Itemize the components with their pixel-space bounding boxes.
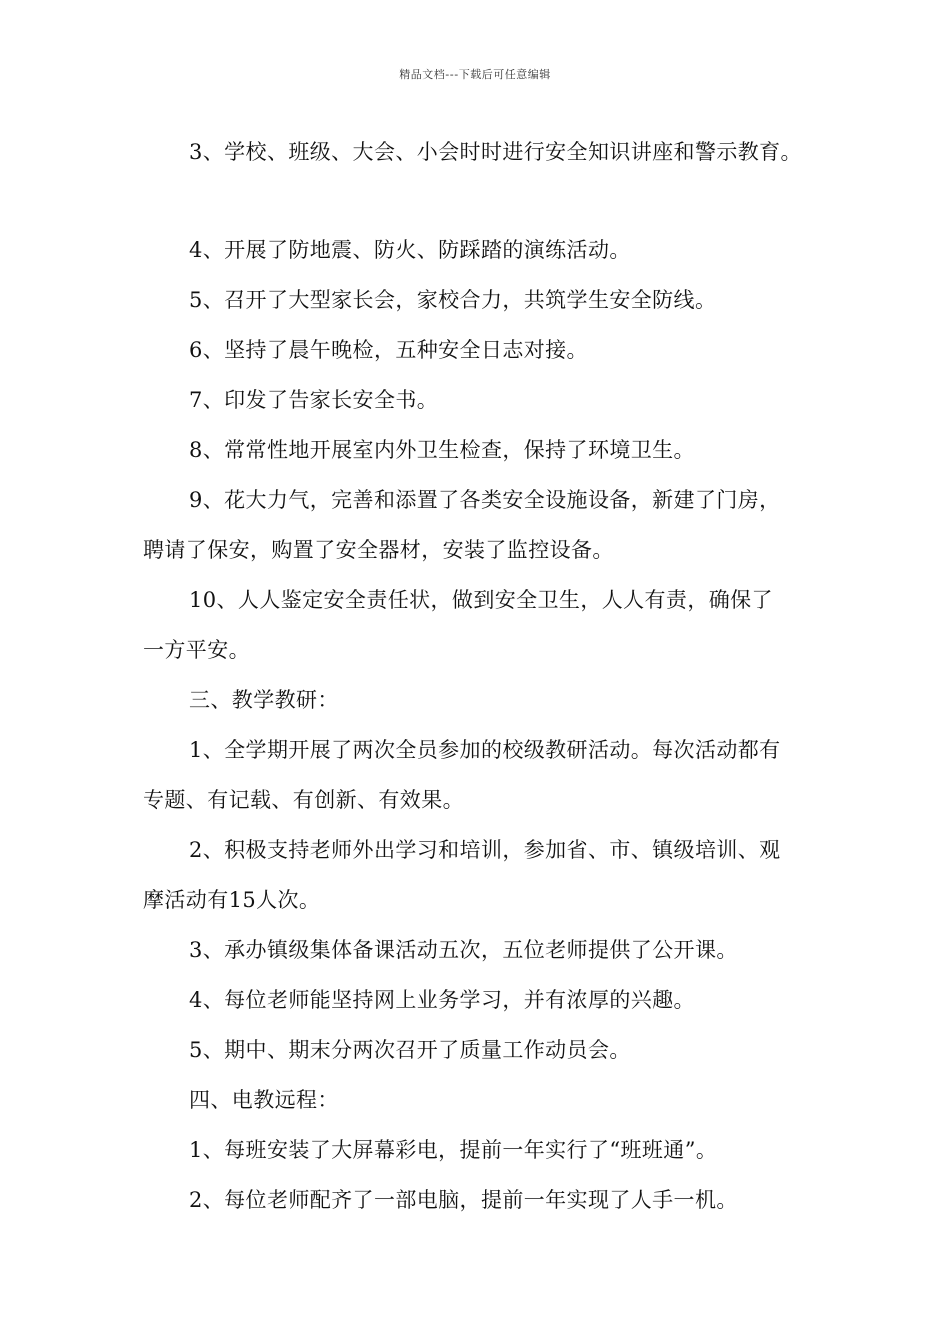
paragraph-line: 聘请了保安，购置了安全器材，安装了监控设备。 <box>143 538 614 562</box>
paragraph-line: 4、开展了防地震、防火、防踩踏的演练活动。 <box>189 238 631 262</box>
section-heading: 四、电教远程： <box>189 1088 339 1112</box>
paragraph-line: 6、坚持了晨午晚检，五种安全日志对接。 <box>189 338 588 362</box>
paragraph-line: 9、花大力气，完善和添置了各类安全设施设备，新建了门房， <box>189 488 781 512</box>
paragraph-line: 一方平安。 <box>143 638 250 662</box>
paragraph-line: 1、每班安装了大屏幕彩电，提前一年实行了“班班通”。 <box>189 1138 718 1162</box>
section-heading: 三、教学教研： <box>189 688 339 712</box>
page-header: 精品文档---下载后可任意编辑 <box>399 68 551 81</box>
paragraph-line: 7、印发了告家长安全书。 <box>189 388 439 412</box>
paragraph-line: 4、每位老师能坚持网上业务学习，并有浓厚的兴趣。 <box>189 988 695 1012</box>
paragraph-line: 5、期中、期末分两次召开了质量工作动员会。 <box>189 1038 631 1062</box>
paragraph-line: 专题、有记载、有创新、有效果。 <box>143 788 464 812</box>
paragraph-line: 2、积极支持老师外出学习和培训，参加省、市、镇级培训、观 <box>189 838 781 862</box>
paragraph-line: 8、常常性地开展室内外卫生检查，保持了环境卫生。 <box>189 438 695 462</box>
paragraph-line: 5、召开了大型家长会，家校合力，共筑学生安全防线。 <box>189 288 717 312</box>
paragraph-line: 3、学校、班级、大会、小会时时进行安全知识讲座和警示教育。 <box>189 140 802 164</box>
paragraph-line: 摩活动有15人次。 <box>143 888 321 912</box>
paragraph-line: 10、人人鉴定安全责任状，做到安全卫生，人人有责，确保了 <box>189 588 773 612</box>
paragraph-line: 1、全学期开展了两次全员参加的校级教研活动。每次活动都有 <box>189 738 781 762</box>
paragraph-line: 3、承办镇级集体备课活动五次，五位老师提供了公开课。 <box>189 938 738 962</box>
paragraph-line: 2、每位老师配齐了一部电脑，提前一年实现了人手一机。 <box>189 1188 738 1212</box>
